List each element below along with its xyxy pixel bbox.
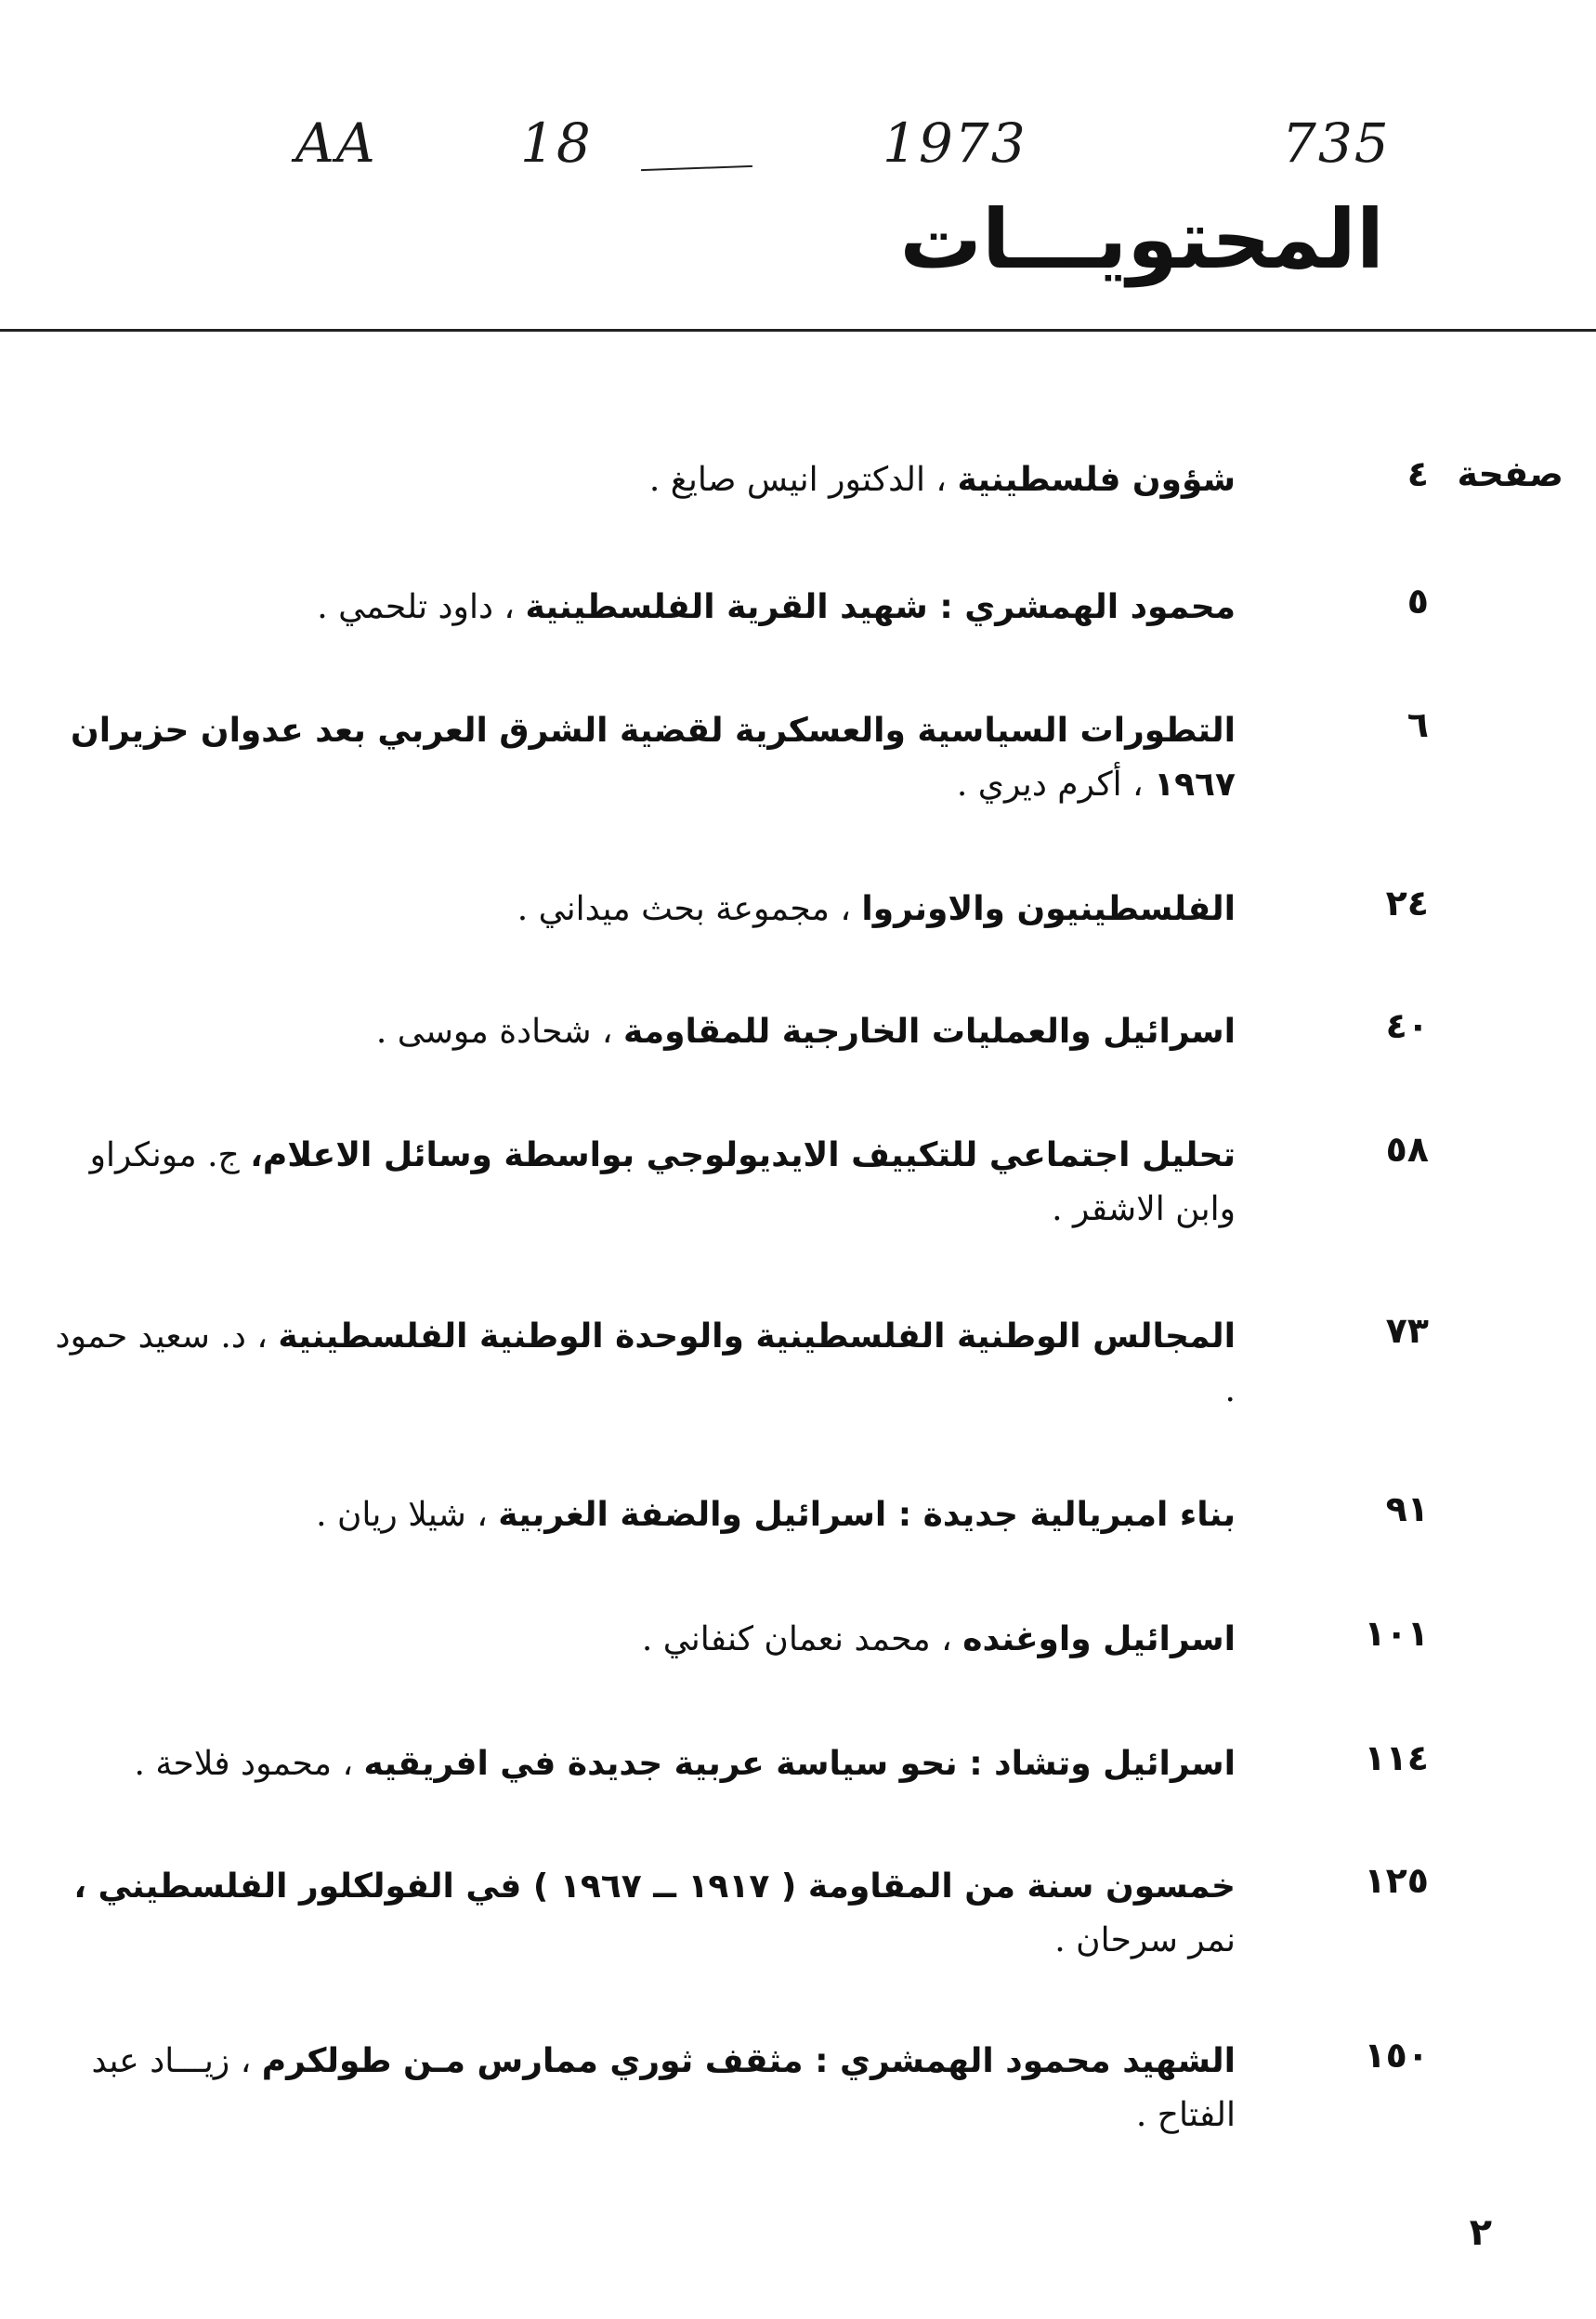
entry-author: ، زيـــاد عبد الفتاح . <box>91 2042 1236 2134</box>
entry-title: التطورات السياسية والعسكرية لقضية الشرق العربي بعد عدوان حزيران ١٩٦٧ <box>71 712 1236 804</box>
entry-text <box>37 883 1236 937</box>
entry-text <box>37 453 1236 507</box>
entry-title: الشهيد محمود الهمشري : مثقف ثوري ممارس مـن طولكرم <box>261 2042 1236 2080</box>
entry-page-number: ١٠١ <box>1364 1613 1429 1654</box>
entry-page-number: ٢٤ <box>1385 883 1429 924</box>
entry-title: خمسون سنة من المقاومة ( ١٩١٧ ــ ١٩٦٧ ) في الفولكلور الفلسطيني ، <box>73 1867 1236 1906</box>
entry-author: ، شيلا ريان . <box>316 1496 499 1534</box>
entry-page-number: ٤ <box>1406 453 1429 494</box>
entry-author: ، د. سعيد حمود . <box>55 1317 1236 1409</box>
handwritten-annotation: 735 <box>1282 111 1391 175</box>
entry-page-number: ٧٣ <box>1385 1310 1429 1351</box>
handwritten-annotation: AA <box>295 111 377 175</box>
entry-title: بناء امبريالية جديدة : اسرائيل والضفة الغربية <box>498 1496 1236 1534</box>
entry-title: محمود الهمشري : شهيد القرية الفلسطينية <box>525 588 1236 626</box>
entry-text <box>37 1129 1236 1237</box>
entry-text <box>37 1860 1236 1968</box>
entry-page-number: ٤٠ <box>1385 1005 1429 1046</box>
entry-page-number: ١١٤ <box>1364 1737 1429 1778</box>
page-title: المحتويـــات <box>899 191 1384 287</box>
entry-text <box>37 581 1236 635</box>
entry-title: اسرائيل واوغنده <box>962 1620 1236 1658</box>
entry-title: اسرائيل والعمليات الخارجية للمقاومة <box>623 1013 1236 1051</box>
entry-author: ، شحادة موسى . <box>375 1013 623 1051</box>
entry-author: ، محمود فلاحة . <box>134 1745 364 1783</box>
entry-text <box>37 1310 1236 1418</box>
title-divider <box>0 329 1596 332</box>
entry-title: اسرائيل وتشاد : نحو سياسة عربية جديدة في افريقيه <box>363 1745 1236 1783</box>
entry-page-number: ١٥٠ <box>1364 2035 1429 2076</box>
entry-author: ، مجموعة بحث ميداني . <box>517 890 862 928</box>
entry-title: المجالس الوطنية الفلسطينية والوحدة الوطنية الفلسطينية <box>278 1317 1236 1356</box>
entry-page-number: ١٢٥ <box>1364 1860 1429 1901</box>
entry-author: ، أكرم ديري . <box>956 766 1155 804</box>
entry-page-number: ٦ <box>1406 704 1429 745</box>
entry-page-number: ٩١ <box>1385 1488 1429 1529</box>
entry-text <box>37 704 1236 812</box>
handwritten-underline <box>641 165 752 171</box>
handwritten-annotation: 1973 <box>883 111 1027 175</box>
entry-text <box>37 1005 1236 1059</box>
entry-page-number: ٥ <box>1406 581 1429 622</box>
entry-text <box>37 1613 1236 1667</box>
entry-author: ، محمد نعمان كنفاني . <box>641 1620 963 1658</box>
entry-text <box>37 2035 1236 2142</box>
entry-title: تحليل اجتماعي للتكييف الايديولوجي بواسطة وسائل الاعلام، <box>250 1136 1236 1174</box>
entry-author: ج. مونكراو وابن الاشقر . <box>89 1136 1236 1228</box>
entry-text <box>37 1488 1236 1542</box>
entry-title: الفلسطينيون والاونروا <box>861 890 1236 928</box>
entry-title: شؤون فلسطينية <box>957 461 1236 499</box>
footer-page-number: ٢ <box>1469 2211 1492 2254</box>
page-column-label: صفحة <box>1457 453 1563 494</box>
entry-author: نمر سرحان . <box>1054 1921 1236 1959</box>
entry-text <box>37 1737 1236 1791</box>
handwritten-annotation: 18 <box>520 111 593 175</box>
entry-author: ، الدكتور انيس صايغ . <box>648 461 958 499</box>
entry-page-number: ٥٨ <box>1385 1129 1429 1170</box>
entry-author: ، داود تلحمي . <box>317 588 526 626</box>
